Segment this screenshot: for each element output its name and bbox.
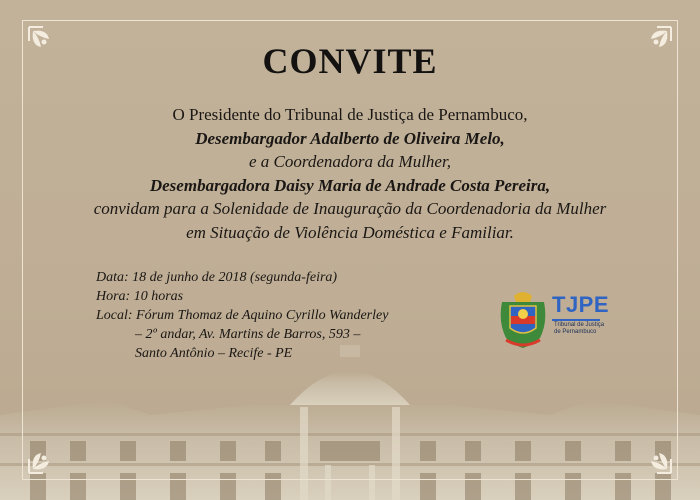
- event-details: [96, 268, 456, 363]
- event-date: Data: 18 de junho de 2018 (segunda-feira): [96, 270, 338, 285]
- body-line: em Situação de Violência Doméstica e Familiar.: [186, 222, 514, 242]
- ornament-corner-icon: [27, 431, 71, 475]
- invitation-title: CONVITE: [262, 41, 438, 81]
- decorative-frame: [22, 20, 678, 480]
- pernambuco-crest-icon: [496, 288, 550, 350]
- body-line-president: Desembargador Adalberto de Oliveira Melo,: [195, 128, 505, 148]
- event-location-city: Santo Antônio – Recife - PE: [135, 346, 293, 361]
- body-line: convidam para a Solenidade de Inauguração da Coordenadoria da Mulher: [93, 199, 607, 218]
- logo-underline: [552, 319, 600, 321]
- event-location-address: – 2º andar, Av. Martins de Barros, 593 –: [135, 327, 361, 342]
- logo-subtitle: [554, 322, 604, 336]
- body-line: O Presidente do Tribunal de Justiça de Pernambuco,: [172, 105, 528, 124]
- event-time: Hora: 10 horas: [96, 289, 184, 304]
- ornament-corner-icon: [629, 431, 673, 475]
- logo-acronym: TJPE: [552, 292, 610, 317]
- invitation-body: [40, 103, 660, 244]
- logo-subtitle-line: de Pernambuco: [554, 329, 597, 335]
- event-location: Local: Fórum Thomaz de Aquino Cyrillo Wanderley: [96, 308, 389, 323]
- tjpe-logo: [496, 288, 608, 352]
- body-line: e a Coordenadora da Mulher,: [249, 152, 451, 171]
- body-line-coordinator: Desembargadora Daisy Maria de Andrade Costa Pereira,: [149, 175, 551, 195]
- logo-subtitle-line: Tribunal de Justiça: [554, 322, 605, 328]
